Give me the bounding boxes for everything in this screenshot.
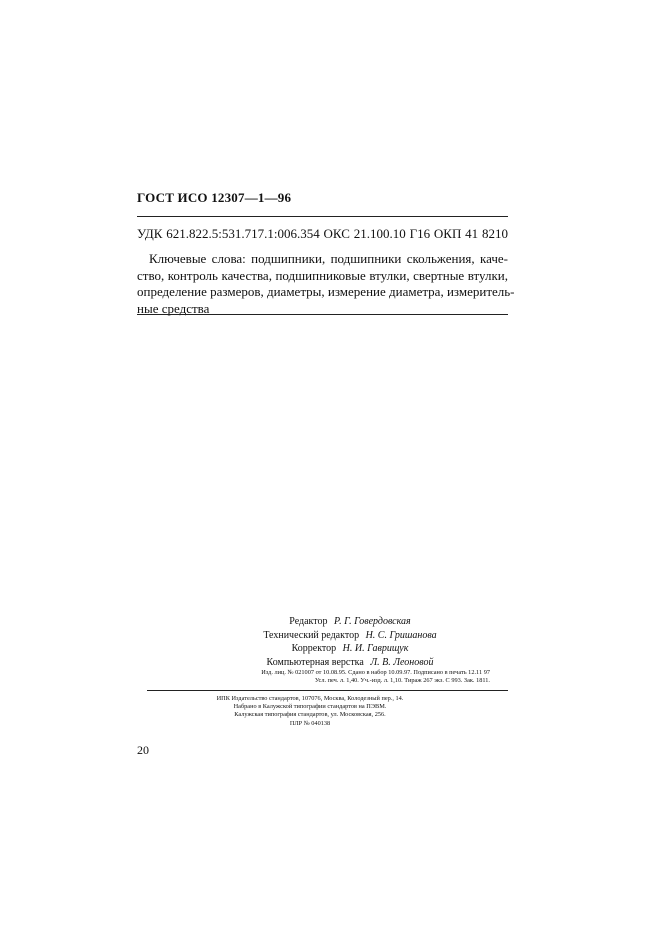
keywords-paragraph	[137, 251, 515, 317]
printer-info-line: ИПК Издательство стандартов, 107076, Москва, Колодезный пер., 14.	[216, 695, 404, 702]
credit-proofreader	[200, 642, 500, 656]
credit-name: Н. С. Гришанова	[365, 629, 437, 641]
credit-role: Корректор	[291, 643, 337, 654]
editorial-credits	[200, 615, 500, 669]
keywords-line: ные средства	[137, 300, 210, 316]
printer-info-line: Набрано в Калужской типографии стандартов на ПЭВМ.	[233, 703, 387, 711]
publication-info	[150, 669, 490, 685]
credit-role: Редактор	[289, 616, 328, 627]
printer-info	[150, 695, 470, 728]
divider-imprint	[147, 690, 508, 691]
divider-after-keywords	[137, 314, 508, 315]
credit-name: Р. Г. Говердовская	[334, 616, 411, 627]
credit-name: Л. В. Леоновой	[370, 656, 434, 668]
credit-role: Компьютерная верстка	[266, 656, 364, 668]
printer-info-line: ПЛР № 040138	[289, 719, 331, 727]
printer-info-line: Калужская типография стандартов, ул. Московская, 256.	[234, 711, 386, 719]
udk-classification-line: УДК 621.822.5:531.717.1:006.354 ОКС 21.100.10 Г16 ОКП 41 8210	[137, 226, 508, 241]
credit-role: Технический редактор	[263, 629, 360, 641]
keywords-line: Ключевые слова: подшипники, подшипники скольжения, каче-	[149, 251, 508, 266]
keywords-line: определение размеров, диаметры, измерение диаметра, измеритель-	[137, 284, 515, 299]
standard-code-header: ГОСТ ИСО 12307—1—96	[137, 190, 292, 205]
credit-layout	[200, 656, 500, 670]
credit-technical-editor	[200, 629, 500, 643]
divider-top	[137, 216, 508, 217]
publication-info-line: Изд. лиц. № 021007 от 10.08.95. Сдано в набор 10.09.97. Подписано в печать 12.11 97	[261, 669, 490, 676]
page-number: 20	[137, 743, 149, 757]
credit-name: Н. И. Гаврищук	[342, 643, 409, 654]
credit-editor	[200, 615, 500, 629]
publication-info-line: Усл. печ. л. 1,40. Уч.-изд. л. 1,10. Тираж 267 экз. С 993. Зак. 1811.	[314, 677, 490, 685]
keywords-line: ство, контроль качества, подшипниковые втулки, свертные втулки,	[137, 267, 508, 283]
